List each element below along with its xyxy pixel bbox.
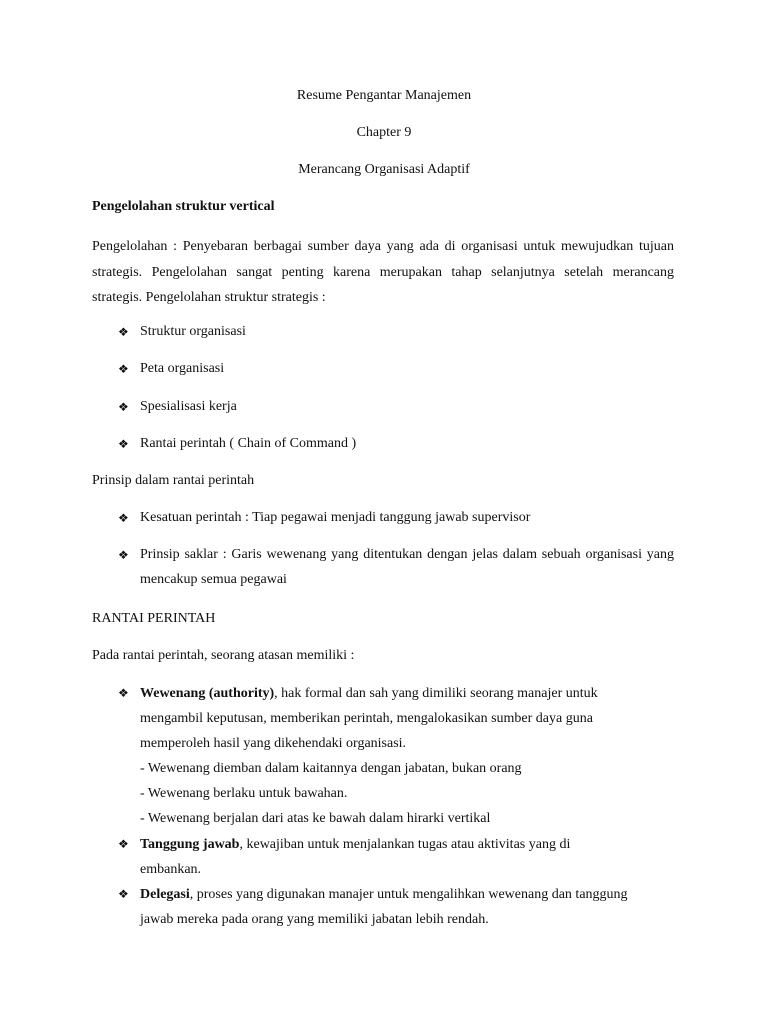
diamond-bullet-icon: ❖ xyxy=(118,887,129,901)
delegation-description: , proses yang digunakan manajer untuk mengalihkan wewenang dan tanggung jawab mereka pada orang yang memiliki jabatan lebih rendah. xyxy=(140,887,628,927)
list-item-delegation xyxy=(140,882,630,932)
diamond-bullet-icon: ❖ xyxy=(118,686,129,700)
sub-list-item: - Wewenang berjalan dari atas ke bawah dalam hirarki vertikal xyxy=(140,811,491,826)
authority-description: , hak formal dan sah yang dimiliki seorang manajer untuk mengambil keputusan, memberikan perintah, mengalokasikan sumber daya guna memperoleh hasil yang dikehendaki organisasi. xyxy=(140,686,598,751)
chapter-label: Chapter 9 xyxy=(356,125,412,140)
list-item: Spesialisasi kerja xyxy=(140,399,237,414)
sub-list-item: - Wewenang berlaku untuk bawahan. xyxy=(140,786,348,801)
rantai-intro: Pada rantai perintah, seorang atasan memiliki : xyxy=(92,648,355,663)
diamond-bullet-icon: ❖ xyxy=(118,362,129,376)
term-authority: Wewenang (authority) xyxy=(140,686,275,701)
diamond-bullet-icon: ❖ xyxy=(118,548,129,562)
section-heading-vertical: Pengelolahan struktur vertical xyxy=(92,199,275,214)
document-title: Resume Pengantar Manajemen xyxy=(296,88,472,103)
list-item: Struktur organisasi xyxy=(140,324,246,339)
principles-intro: Prinsip dalam rantai perintah xyxy=(92,473,255,488)
list-item-authority xyxy=(140,681,660,756)
diamond-bullet-icon: ❖ xyxy=(118,325,129,339)
diamond-bullet-icon: ❖ xyxy=(118,511,129,525)
list-item: Kesatuan perintah : Tiap pegawai menjadi tanggung jawab supervisor xyxy=(140,510,531,525)
diamond-bullet-icon: ❖ xyxy=(118,837,129,851)
diamond-bullet-icon: ❖ xyxy=(118,437,129,451)
document-subtitle: Merancang Organisasi Adaptif xyxy=(298,162,470,177)
section-heading-rantai: RANTAI PERINTAH xyxy=(92,611,216,626)
paragraph-pengelolahan: Pengelolahan : Penyebaran berbagai sumber daya yang ada di organisasi untuk mewujudkan tujuan strategis. Pengelolahan sangat penting karena merupakan tahap selanjutnya setelah merancang strategis. Pengelolahan struktur strategis : xyxy=(92,239,674,305)
list-item: Peta organisasi xyxy=(140,361,225,376)
list-item: Prinsip saklar : Garis wewenang yang ditentukan dengan jelas dalam sebuah organisasi yang mencakup semua pegawai xyxy=(140,547,674,587)
list-item-responsibility xyxy=(140,832,630,882)
sub-list-item: - Wewenang diemban dalam kaitannya dengan jabatan, bukan orang xyxy=(140,761,522,776)
list-item: Rantai perintah ( Chain of Command ) xyxy=(140,436,357,451)
term-delegation: Delegasi xyxy=(140,887,190,902)
diamond-bullet-icon: ❖ xyxy=(118,400,129,414)
term-responsibility: Tanggung jawab xyxy=(140,837,240,852)
responsibility-description: , kewajiban untuk menjalankan tugas atau aktivitas yang di embankan. xyxy=(140,837,571,877)
